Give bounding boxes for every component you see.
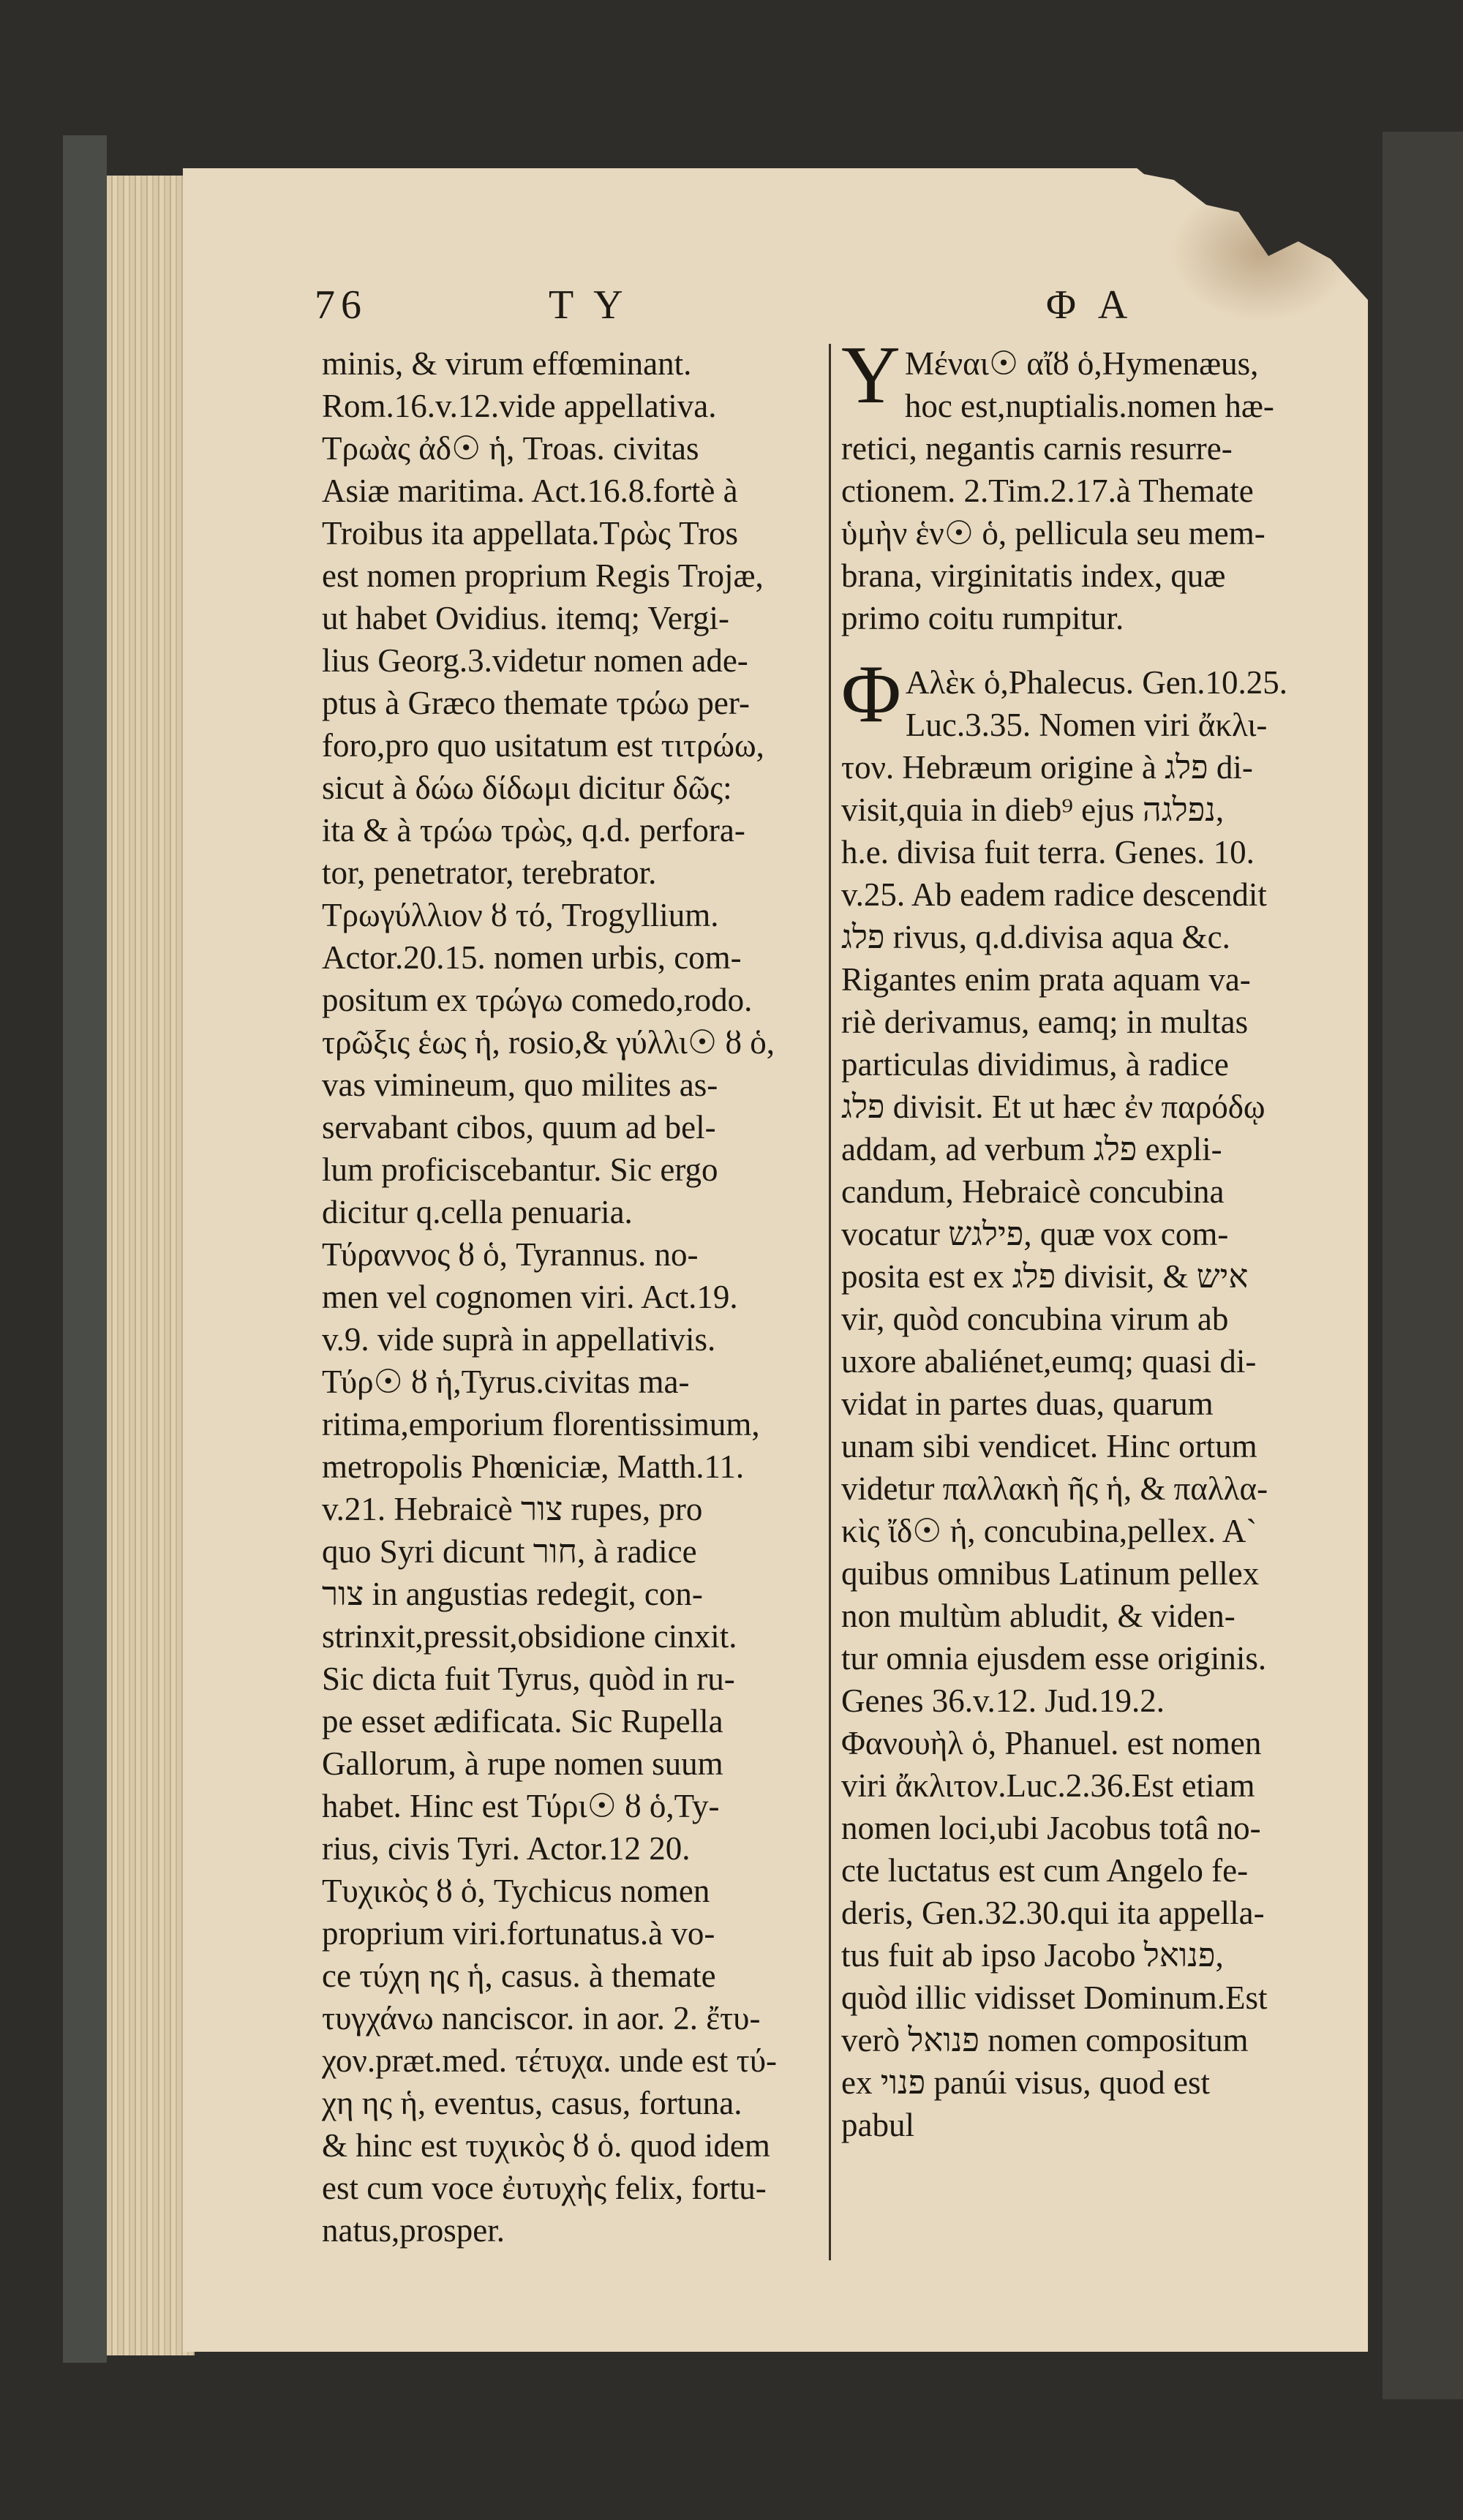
text-line: Sic dicta fuit Tyrus, quòd in ru-	[322, 1660, 735, 1697]
text-line: proprium viri.fortunatus.à vo-	[322, 1915, 715, 1952]
text-line: Actor.20.15. nomen urbis, com-	[322, 939, 742, 976]
text-line: videtur παλλακὴ ῆς ἡ, & παλλα-	[841, 1470, 1268, 1507]
text-line: men vel cognomen viri. Act.19.	[322, 1279, 738, 1315]
text-line: & hinc est τυχικὸς ȣ ὁ. quod idem	[322, 2127, 770, 2164]
text-line: פלג rivus, q.d.divisa aqua &c.	[841, 919, 1230, 955]
text-line: Luc.3.35. Nomen viri ἄκλι-	[905, 707, 1268, 743]
text-line: Τυχικὸς ȣ ὁ, Tychicus nomen	[322, 1873, 710, 1909]
text-line: rius, civis Tyri. Actor.12 20.	[322, 1830, 691, 1867]
text-line: κὶς ἴδ☉ ἡ, concubina,pellex. A`	[841, 1513, 1257, 1549]
text-line: riè derivamus, eamq; in multas	[841, 1004, 1249, 1040]
text-line: pabul	[841, 2107, 914, 2143]
text-line: vocatur פילגש, quæ vox com-	[841, 1216, 1229, 1252]
text-line: nomen loci,ubi Jacobus totâ no-	[841, 1810, 1261, 1846]
text-line: addam, ad verbum פלג expli-	[841, 1131, 1222, 1167]
text-line: unam sibi vendicet. Hinc ortum	[841, 1428, 1257, 1464]
text-line: פלג divisit. Et ut hæc ἐν παρόδῳ	[841, 1088, 1265, 1125]
text-line: visit,quia in dieb⁹ ejus נפלגה,	[841, 791, 1225, 828]
text-line: non multùm abludit, & viden-	[841, 1598, 1236, 1634]
running-head-right: Φ A	[1046, 282, 1134, 328]
text-line: sicut à δώω δίδωμι dicitur δῶς:	[322, 770, 732, 806]
text-line: Τύραννος ȣ ὁ, Tyrannus. no-	[322, 1236, 699, 1273]
text-line: quibus omnibus Latinum pellex	[841, 1555, 1260, 1592]
text-line: tur omnia ejusdem esse originis.	[841, 1640, 1267, 1677]
text-line: ptus à Græco themate τρώω per-	[322, 685, 750, 721]
right-column	[841, 330, 1353, 2146]
page-stack-edges	[107, 176, 195, 2355]
text-line: foro,pro quo usitatum est τιτρώω,	[322, 727, 764, 764]
text-line: vas vimineum, quo milites as-	[322, 1067, 718, 1103]
text-line: viri ἄκλιτον.Luc.2.36.Est etiam	[841, 1767, 1255, 1804]
running-head-left: T Y	[549, 282, 629, 328]
text-line: tor, penetrator, terebrator.	[322, 854, 657, 891]
text-line: χη ης ἡ, eventus, casus, fortuna.	[322, 2085, 742, 2121]
text-line: servabant cibos, quum ad bel-	[322, 1109, 716, 1146]
text-line: candum, Hebraicè concubina	[841, 1173, 1225, 1210]
text-line: est nomen proprium Regis Trojæ,	[322, 557, 764, 594]
text-line: pe esset ædificata. Sic Rupella	[322, 1703, 723, 1739]
text-line: vidat in partes duas, quarum	[841, 1385, 1214, 1422]
text-line: ut habet Ovidius. itemq; Vergi-	[322, 600, 730, 636]
text-line: v.21. Hebraicè צור rupes, pro	[322, 1491, 703, 1527]
text-line: h.e. divisa fuit terra. Genes. 10.	[841, 834, 1255, 870]
drop-initial-y: Y	[841, 330, 900, 421]
text-line: minis, & virum effœminant.	[322, 345, 692, 382]
text-line: χον.præt.med. τέτυχα. unde est τύ-	[322, 2042, 778, 2079]
text-line: retici, negantis carnis resurre-	[841, 430, 1233, 467]
text-line: posita est ex פלג divisit, & איש	[841, 1258, 1249, 1295]
text-line: quòd illic vidisset Dominum.Est	[841, 1979, 1268, 2016]
text-line: τρῶξις ἑως ἡ, rosio,& γύλλι☉ ȣ ὁ,	[322, 1024, 775, 1061]
text-line: τον. Hebræum origine à פלג di-	[841, 749, 1253, 786]
text-line: dicitur q.cella penuaria.	[322, 1194, 633, 1230]
book-cover-edge	[63, 135, 107, 2363]
column-rule	[829, 344, 831, 2260]
text-line: brana, virginitatis index, quæ	[841, 557, 1226, 594]
text-line: verò פנואל nomen compositum	[841, 2022, 1249, 2058]
text-line: צור in angustias redegit, con-	[322, 1576, 703, 1612]
text-line: Genes 36.v.12. Jud.19.2.	[841, 1682, 1165, 1719]
text-line: vir, quòd concubina virum ab	[841, 1301, 1229, 1337]
text-line: ce τύχη ης ἡ, casus. à themate	[322, 1957, 716, 1994]
text-line: lum proficiscebantur. Sic ergo	[322, 1151, 718, 1188]
text-line: est cum voce ἐυτυχὴς felix, fortu-	[322, 2170, 767, 2206]
text-line: Τύρ☉ ȣ ἡ,Tyrus.civitas ma-	[322, 1364, 690, 1400]
text-line: Τρωὰς ἀδ☉ ἡ, Troas. civitas	[322, 430, 699, 467]
text-line: metropolis Phœniciæ, Matth.11.	[322, 1448, 745, 1485]
text-line: positum ex τρώγω comedo,rodo.	[322, 982, 753, 1018]
text-line: ritima,emporium florentissimum,	[322, 1406, 760, 1443]
text-line: ex פנוי panúi visus, quod est	[841, 2064, 1211, 2101]
text-line: ctionem. 2.Tim.2.17.à Themate	[841, 473, 1254, 509]
text-line: ὑμὴν ἑν☉ ὁ, pellicula seu mem-	[841, 515, 1265, 552]
text-line: uxore abaliénet,eumq; quasi di-	[841, 1343, 1257, 1380]
text-line: quo Syri dicunt חור, à radice	[322, 1533, 697, 1570]
text-line: Μέναι☉ αἴȣ ὁ,Hymenæus,	[904, 345, 1259, 382]
text-line: natus,prosper.	[322, 2212, 505, 2249]
text-line: Gallorum, à rupe nomen suum	[322, 1745, 723, 1782]
text-line: habet. Hinc est Τύρι☉ ȣ ὁ,Ty-	[322, 1788, 720, 1824]
left-column	[322, 342, 827, 2252]
text-line: Τρωγύλλιον ȣ τό, Trogyllium.	[322, 897, 719, 933]
book-gutter	[1383, 132, 1463, 2399]
text-line: Asiæ maritima. Act.16.8.fortè à	[322, 473, 738, 509]
text-line: Rigantes enim prata aquam va-	[841, 961, 1251, 998]
entry-phalecus	[841, 649, 1353, 2146]
text-line: particulas dividimus, à radice	[841, 1046, 1229, 1083]
text-line: v.9. vide suprà in appellativis.	[322, 1321, 716, 1358]
text-line: hoc est,nuptialis.nomen hæ-	[904, 388, 1274, 424]
entry-hymenaeus	[841, 330, 1353, 639]
text-line: Rom.16.v.12.vide appellativa.	[322, 388, 717, 424]
text-line: τυγχάνω nanciscor. in aor. 2. ἔτυ-	[322, 2000, 761, 2036]
text-line: lius Georg.3.videtur nomen ade-	[322, 642, 748, 679]
text-line: tus fuit ab ipso Jacobo פנואל,	[841, 1937, 1224, 1974]
text-line: Αλὲκ ὁ,Phalecus. Gen.10.25.	[905, 664, 1287, 701]
text-line: deris, Gen.32.30.qui ita appella-	[841, 1895, 1265, 1931]
text-line: v.25. Ab eadem radice descendit	[841, 876, 1267, 913]
drop-initial-phi: Φ	[841, 649, 901, 740]
text-line: Troibus ita appellata.Τρὼς Tros	[322, 515, 739, 552]
text-line: cte luctatus est cum Angelo fe-	[841, 1852, 1249, 1889]
text-line: primo coitu rumpitur.	[841, 600, 1124, 636]
page-number: 76	[315, 282, 367, 328]
text-line: strinxit,pressit,obsidione cinxit.	[322, 1618, 737, 1655]
text-line: Φανουὴλ ὁ, Phanuel. est nomen	[841, 1725, 1262, 1761]
text-line: ita & à τρώω τρὼς, q.d. perfora-	[322, 812, 745, 849]
